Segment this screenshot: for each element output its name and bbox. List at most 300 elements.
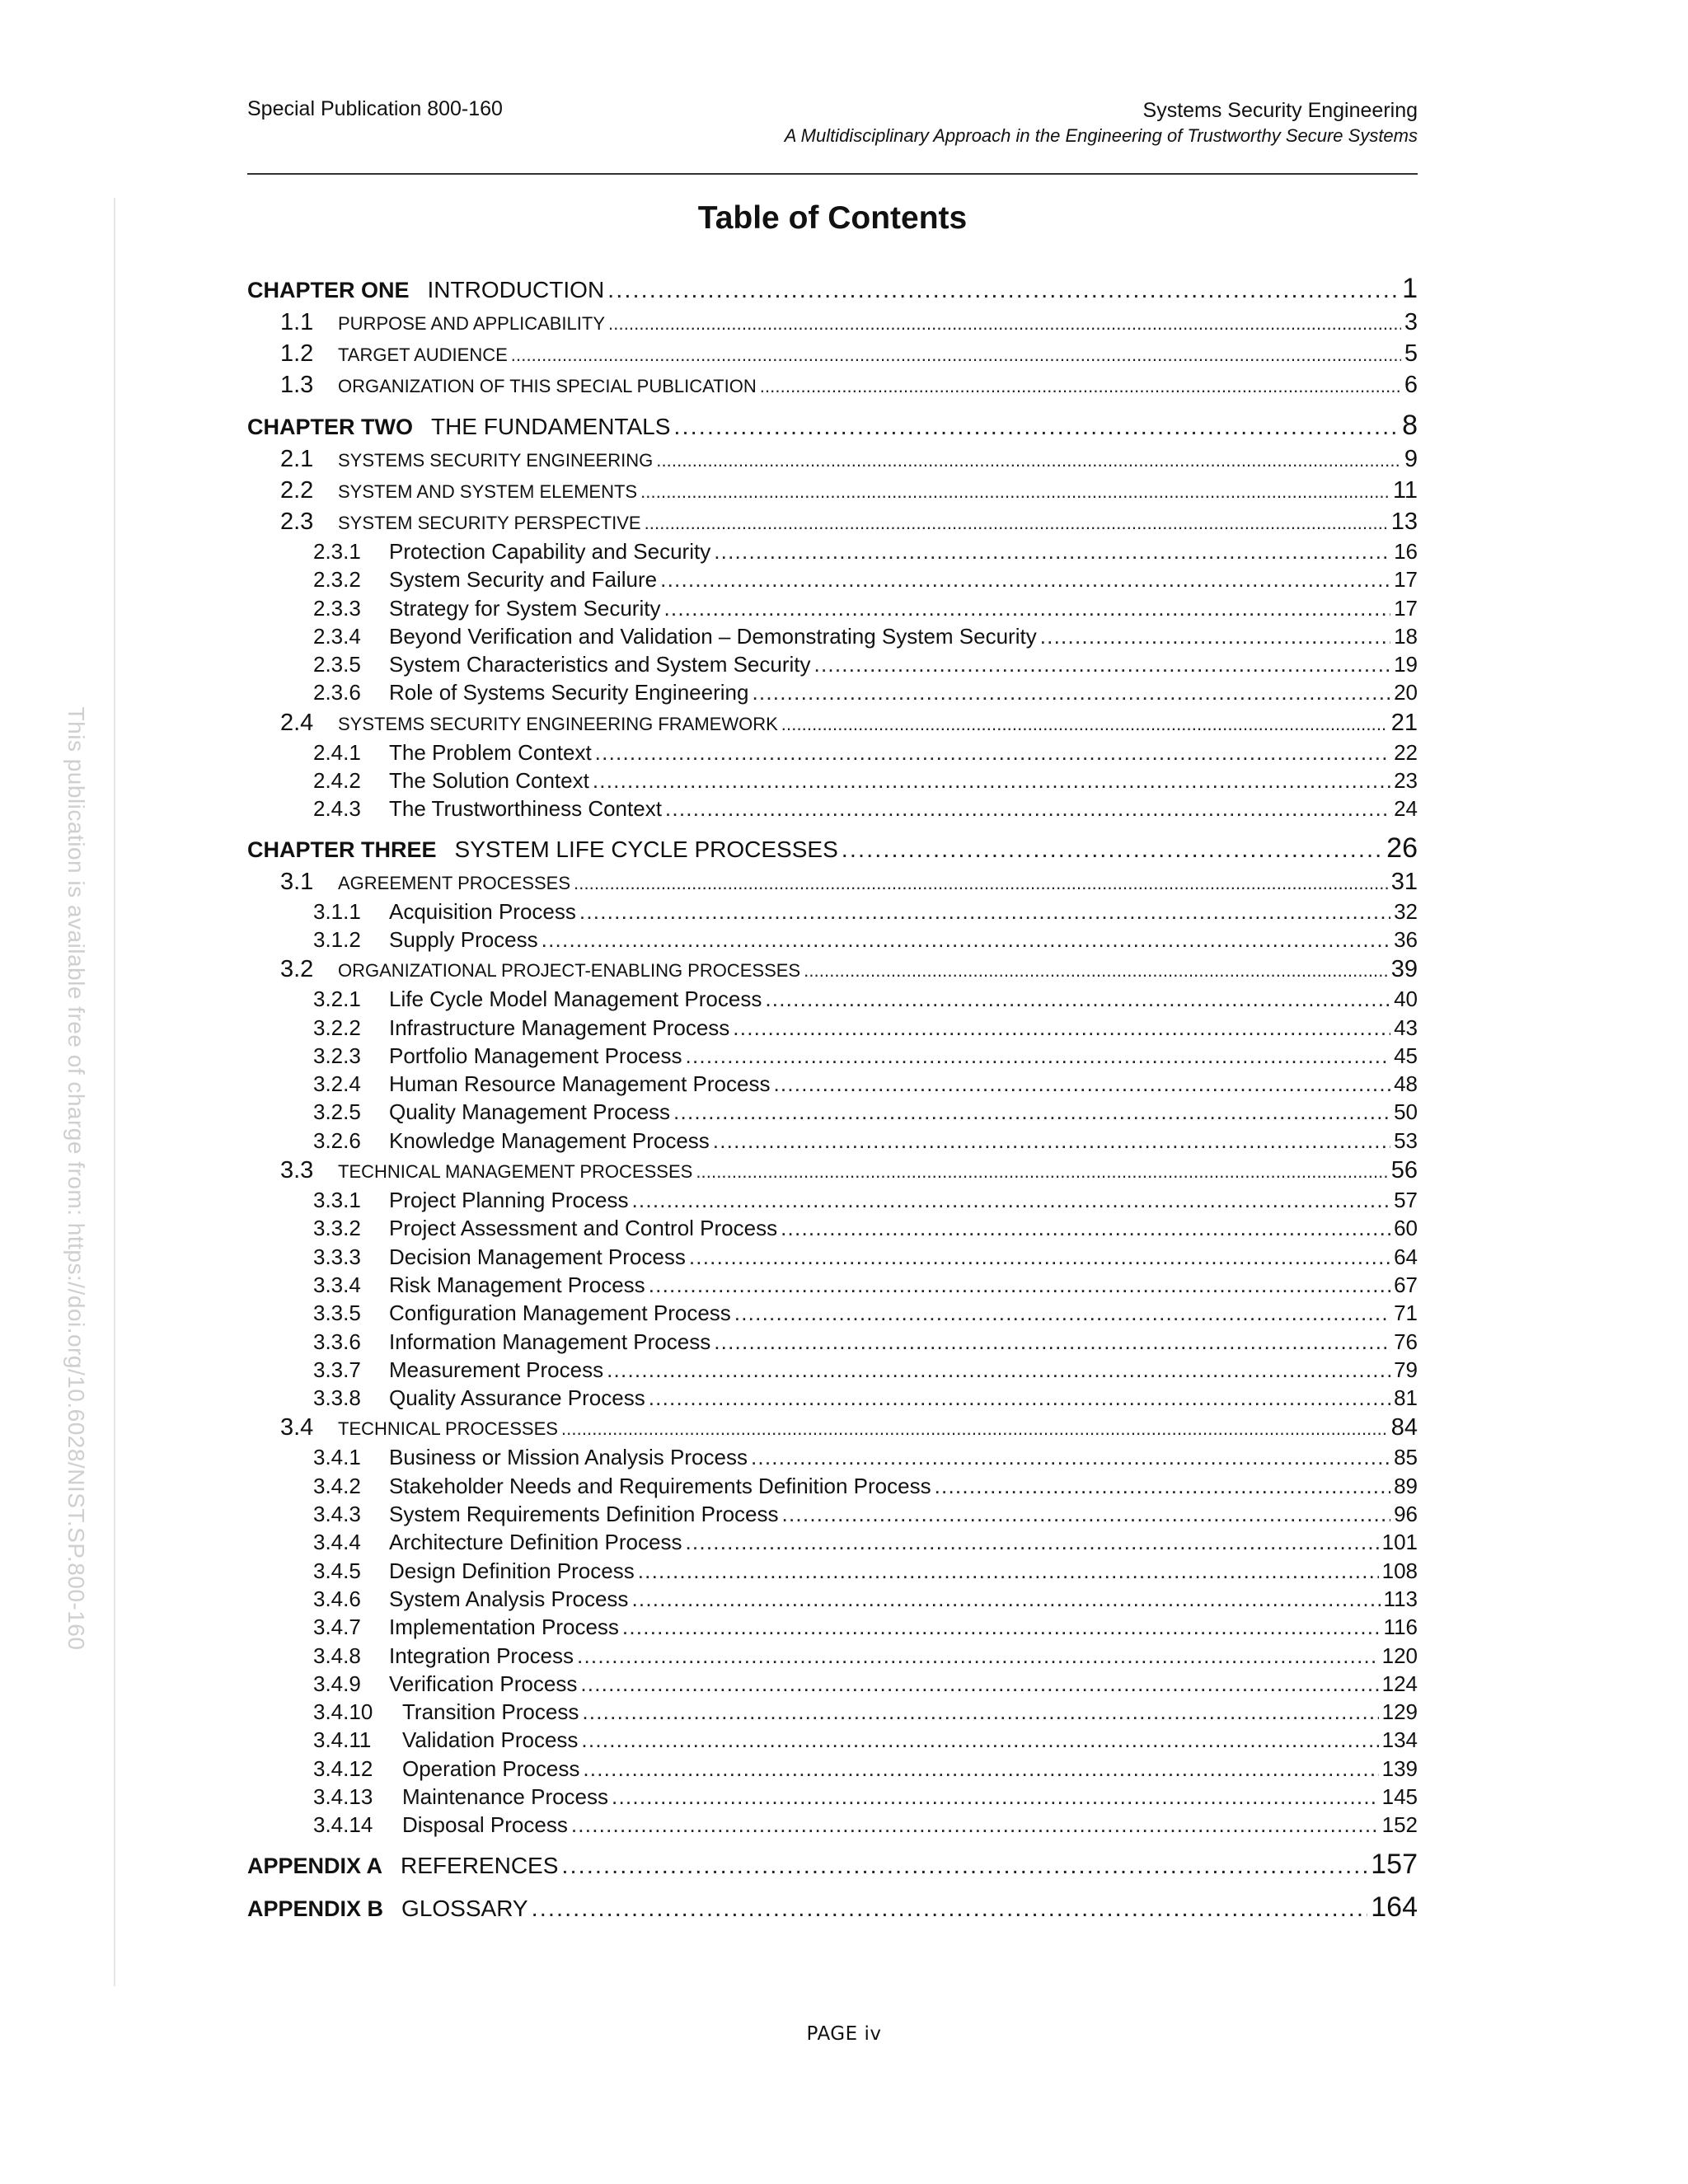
dot-leader bbox=[607, 1356, 1390, 1384]
header-subtitle: A Multidisciplinary Approach in the Engineering of Trustworthy Secure Systems bbox=[784, 125, 1418, 146]
section-number: 3.1.1 bbox=[313, 898, 361, 924]
toc-entry-section[interactable] bbox=[247, 506, 1418, 537]
dot-leader bbox=[665, 794, 1390, 823]
section-number: 3.4.10 bbox=[313, 1699, 373, 1725]
entry-title: SYSTEM SECURITY PERSPECTIVE bbox=[338, 513, 641, 533]
section-number: 2.4 bbox=[280, 709, 314, 736]
chapter-label: CHAPTER TWO bbox=[247, 415, 413, 439]
toc-entry-sub[interactable] bbox=[247, 1186, 1418, 1214]
entry-title: Risk Management Process bbox=[389, 1272, 645, 1297]
section-number: 3.2.1 bbox=[313, 987, 361, 1012]
chapter-label: CHAPTER THREE bbox=[247, 837, 437, 862]
toc-entry-sub[interactable] bbox=[247, 537, 1418, 565]
page-number-ref: 79 bbox=[1390, 1356, 1418, 1384]
entry-title: Maintenance Process bbox=[402, 1783, 609, 1809]
toc-entry-section[interactable] bbox=[247, 307, 1418, 338]
toc-entry-label bbox=[313, 565, 660, 593]
entry-title: ORGANIZATIONAL PROJECT-ENABLING PROCESSES bbox=[338, 960, 801, 982]
section-number: 3.4.8 bbox=[313, 1643, 361, 1668]
entry-title: Business or Mission Analysis Process bbox=[389, 1445, 748, 1470]
toc-entry-section[interactable] bbox=[247, 1412, 1418, 1443]
page-number-ref: 116 bbox=[1381, 1613, 1418, 1641]
toc-entry-label bbox=[313, 1783, 612, 1811]
toc-entry-label bbox=[313, 1500, 782, 1528]
dot-leader bbox=[582, 1698, 1378, 1726]
toc-entry-section[interactable] bbox=[247, 707, 1418, 738]
dot-leader bbox=[673, 1098, 1390, 1126]
toc-entry-sub[interactable] bbox=[247, 1500, 1418, 1528]
toc-entry-label bbox=[313, 794, 665, 823]
toc-entry-label bbox=[313, 1670, 580, 1698]
toc-entry-chapter[interactable] bbox=[247, 407, 1418, 443]
section-number: 3.4 bbox=[280, 1414, 314, 1441]
page-number-ref: 39 bbox=[1388, 954, 1418, 985]
page-number-ref: 157 bbox=[1367, 1846, 1418, 1882]
dot-leader bbox=[638, 1557, 1379, 1585]
section-number: 3.3.1 bbox=[313, 1188, 361, 1213]
dot-leader bbox=[631, 1186, 1390, 1214]
section-number: 3.3.8 bbox=[313, 1385, 361, 1411]
page-number-ref: 145 bbox=[1379, 1783, 1418, 1811]
toc-entry-label bbox=[313, 1698, 582, 1726]
dot-leader bbox=[713, 1127, 1390, 1155]
toc-entry-section[interactable] bbox=[247, 369, 1418, 401]
toc-entry-label bbox=[247, 832, 842, 866]
entry-title: Operation Process bbox=[402, 1755, 580, 1781]
toc-entry-label bbox=[313, 1528, 685, 1556]
toc-entry-label bbox=[280, 707, 781, 738]
dot-leader bbox=[542, 926, 1390, 954]
section-number: 3.1 bbox=[280, 868, 314, 895]
section-number: 3.2 bbox=[280, 956, 314, 983]
page-number-ref: 17 bbox=[1390, 565, 1418, 593]
header-divider bbox=[247, 173, 1418, 175]
section-number: 3.4.9 bbox=[313, 1671, 361, 1696]
entry-title: REFERENCES bbox=[401, 1852, 559, 1878]
entry-title: TECHNICAL MANAGEMENT PROCESSES bbox=[338, 1161, 693, 1183]
dot-leader bbox=[640, 476, 1390, 506]
section-number: 3.3.3 bbox=[313, 1244, 361, 1269]
entry-title: TARGET AUDIENCE bbox=[338, 344, 508, 365]
toc-entry-label bbox=[313, 1127, 713, 1155]
page-number-ref: 31 bbox=[1388, 866, 1418, 898]
toc-entry-label bbox=[313, 594, 663, 622]
dot-leader bbox=[782, 1500, 1391, 1528]
toc-entry-label bbox=[313, 1613, 622, 1641]
toc-heading: Table of Contents bbox=[697, 200, 968, 236]
page-number-ref: 11 bbox=[1390, 475, 1418, 506]
section-number: 2.3.6 bbox=[313, 680, 361, 705]
entry-title: SYSTEM LIFE CYCLE PROCESSES bbox=[454, 836, 838, 862]
toc-entry-sub[interactable] bbox=[247, 1783, 1418, 1811]
entry-title: Disposal Process bbox=[402, 1812, 568, 1838]
page-number-ref: 6 bbox=[1401, 369, 1418, 401]
page-number-ref: 22 bbox=[1390, 738, 1418, 766]
toc-entry-chapter[interactable] bbox=[247, 1846, 1418, 1882]
toc-entry-label bbox=[280, 369, 760, 401]
margin-divider bbox=[114, 198, 115, 1986]
entry-title: Decision Management Process bbox=[389, 1244, 686, 1269]
entry-title: ORGANIZATION OF THIS SPECIAL PUBLICATION bbox=[338, 376, 757, 396]
entry-title: Stakeholder Needs and Requirements Definition Process bbox=[389, 1473, 931, 1498]
dot-leader bbox=[656, 445, 1401, 475]
dot-leader bbox=[631, 1585, 1380, 1613]
toc-entry-sub[interactable] bbox=[247, 1670, 1418, 1698]
entry-title: SYSTEMS SECURITY ENGINEERING bbox=[338, 450, 654, 471]
toc-entry-label bbox=[313, 1557, 638, 1585]
toc-entry-label bbox=[313, 738, 595, 766]
toc-entry-sub[interactable] bbox=[247, 1811, 1418, 1839]
dot-leader bbox=[595, 738, 1390, 766]
page-number-ref: 89 bbox=[1390, 1472, 1418, 1500]
section-number: 3.4.11 bbox=[313, 1727, 372, 1753]
toc-entry-sub[interactable] bbox=[247, 766, 1418, 794]
toc-entry-label bbox=[313, 1811, 571, 1839]
entry-title: Quality Assurance Process bbox=[389, 1385, 645, 1411]
toc-entry-sub[interactable] bbox=[247, 1585, 1418, 1613]
page-number-ref: 20 bbox=[1390, 678, 1418, 706]
dot-leader bbox=[577, 1642, 1379, 1670]
entry-title: Life Cycle Model Management Process bbox=[389, 987, 762, 1012]
toc-entry-sub[interactable] bbox=[247, 1299, 1418, 1327]
header-title-block bbox=[785, 97, 1418, 148]
section-number: 3.4.13 bbox=[313, 1783, 373, 1809]
section-number: 3.2.3 bbox=[313, 1043, 361, 1068]
entry-title: Configuration Management Process bbox=[389, 1301, 731, 1326]
entry-title: Measurement Process bbox=[389, 1357, 604, 1382]
page-number-ref: 36 bbox=[1390, 926, 1418, 954]
toc-entry-label bbox=[313, 1186, 631, 1214]
dot-leader bbox=[532, 1891, 1368, 1925]
toc-entry-sub[interactable] bbox=[247, 898, 1418, 926]
page-number-ref: 152 bbox=[1379, 1811, 1418, 1839]
section-number: 2.4.1 bbox=[313, 739, 361, 765]
toc-entry-label bbox=[247, 1848, 561, 1882]
entry-title: SYSTEMS SECURITY ENGINEERING FRAMEWORK bbox=[338, 713, 778, 734]
toc-entry-label bbox=[280, 954, 804, 985]
section-number: 2.3 bbox=[280, 509, 314, 535]
entry-title: Project Assessment and Control Process bbox=[389, 1216, 778, 1241]
toc-entry-chapter[interactable] bbox=[247, 830, 1418, 866]
section-number: 3.4.3 bbox=[313, 1502, 361, 1527]
chapter-label: CHAPTER ONE bbox=[247, 278, 410, 302]
toc-entry-label bbox=[313, 898, 579, 926]
toc-entry-sub[interactable] bbox=[247, 1070, 1418, 1098]
toc-entry-sub[interactable] bbox=[247, 1127, 1418, 1155]
toc-entry-label bbox=[313, 1755, 583, 1783]
toc-entry-label bbox=[280, 1412, 561, 1443]
section-number: 2.4.3 bbox=[313, 796, 361, 822]
toc-entry-sub[interactable] bbox=[247, 1472, 1418, 1500]
section-number: 1.3 bbox=[280, 372, 314, 398]
dot-leader bbox=[561, 1848, 1367, 1882]
page-number-ref: 124 bbox=[1379, 1670, 1418, 1698]
dot-leader bbox=[579, 898, 1390, 926]
toc-entry-label bbox=[313, 1042, 686, 1070]
entry-title: Implementation Process bbox=[389, 1615, 619, 1640]
dot-leader bbox=[734, 1299, 1390, 1327]
page-number-ref: 113 bbox=[1381, 1585, 1418, 1613]
toc-entry-label bbox=[313, 1098, 673, 1126]
entry-title: SYSTEM AND SYSTEM ELEMENTS bbox=[338, 481, 638, 502]
dot-leader bbox=[686, 1042, 1391, 1070]
dot-leader bbox=[645, 508, 1388, 537]
toc-entry-sub[interactable] bbox=[247, 650, 1418, 678]
section-number: 3.3 bbox=[280, 1157, 314, 1184]
toc-entry-label bbox=[280, 443, 656, 475]
entry-title: Information Management Process bbox=[389, 1329, 711, 1354]
toc-entry-label bbox=[280, 506, 645, 537]
page-number-ref: 60 bbox=[1390, 1214, 1418, 1242]
toc-entry-label bbox=[280, 475, 640, 506]
dot-leader bbox=[760, 371, 1401, 401]
section-number: 2.2 bbox=[280, 477, 314, 504]
header-publication-id: Special Publication 800-160 bbox=[247, 97, 503, 120]
page-number-ref: 76 bbox=[1390, 1328, 1418, 1356]
page-number-ref: 1 bbox=[1399, 270, 1418, 307]
dot-leader bbox=[574, 868, 1388, 898]
section-number: 3.2.2 bbox=[313, 1015, 361, 1040]
toc-entry-label bbox=[280, 1155, 696, 1186]
entry-title: System Security and Failure bbox=[389, 567, 658, 593]
page-number-ref: 129 bbox=[1379, 1698, 1418, 1726]
toc-entry-chapter[interactable] bbox=[247, 270, 1418, 307]
toc-entry-label bbox=[313, 1243, 689, 1271]
page-number-ref: 3 bbox=[1401, 307, 1418, 338]
dot-leader bbox=[660, 565, 1390, 593]
page-number-ref: 8 bbox=[1399, 407, 1418, 443]
page-number-ref: 19 bbox=[1390, 650, 1418, 678]
toc-entry-sub[interactable] bbox=[247, 1042, 1418, 1070]
toc-entry-label bbox=[313, 985, 765, 1013]
entry-title: The Problem Context bbox=[389, 739, 592, 765]
page-number-ref: 5 bbox=[1401, 338, 1418, 369]
toc-entry-sub[interactable] bbox=[247, 926, 1418, 954]
page-number-ref: 81 bbox=[1390, 1384, 1418, 1412]
toc-entry-label bbox=[313, 766, 593, 794]
toc-entry-sub[interactable] bbox=[247, 1557, 1418, 1585]
page-number-ref: 24 bbox=[1390, 794, 1418, 823]
toc-entry-label bbox=[247, 1891, 532, 1925]
toc-entry-sub[interactable] bbox=[247, 1271, 1418, 1299]
entry-title: System Requirements Definition Process bbox=[389, 1502, 779, 1527]
toc-entry-sub[interactable] bbox=[247, 1014, 1418, 1042]
section-number: 3.3.6 bbox=[313, 1329, 361, 1354]
toc-entry-section[interactable] bbox=[247, 866, 1418, 898]
section-number: 2.3.3 bbox=[313, 595, 361, 621]
page-number-ref: 67 bbox=[1390, 1271, 1418, 1299]
dot-leader bbox=[689, 1243, 1390, 1271]
dot-leader bbox=[804, 955, 1388, 985]
page-number-ref: 45 bbox=[1390, 1042, 1418, 1070]
entry-title: Infrastructure Management Process bbox=[389, 1015, 730, 1040]
toc-entry-sub[interactable] bbox=[247, 594, 1418, 622]
toc-entry-sub[interactable] bbox=[247, 1328, 1418, 1356]
toc-entry-label bbox=[313, 1384, 649, 1412]
toc-entry-section[interactable] bbox=[247, 1155, 1418, 1186]
toc-entry-sub[interactable] bbox=[247, 1613, 1418, 1641]
entry-title: Beyond Verification and Validation – Demonstrating System Security bbox=[389, 623, 1037, 649]
section-number: 3.4.14 bbox=[313, 1812, 373, 1838]
header-title: Systems Security Engineering bbox=[1142, 99, 1418, 122]
toc-entry-sub[interactable] bbox=[247, 1443, 1418, 1471]
toc-entry-sub[interactable] bbox=[247, 1384, 1418, 1412]
entry-title: Quality Management Process bbox=[389, 1099, 671, 1125]
entry-title: THE FUNDAMENTALS bbox=[430, 414, 671, 439]
toc-entry-sub[interactable] bbox=[247, 1214, 1418, 1242]
entry-title: Role of Systems Security Engineering bbox=[389, 680, 749, 705]
dot-leader bbox=[663, 594, 1390, 622]
entry-title: PURPOSE AND APPLICABILITY bbox=[338, 313, 606, 334]
section-number: 1.2 bbox=[280, 340, 314, 367]
toc-entry-label bbox=[313, 1070, 773, 1098]
toc-entry-sub[interactable] bbox=[247, 794, 1418, 823]
dot-leader bbox=[814, 650, 1391, 678]
page-number-ref: 32 bbox=[1390, 898, 1418, 926]
dot-leader bbox=[1040, 622, 1390, 650]
dot-leader bbox=[593, 766, 1390, 794]
dot-leader bbox=[580, 1670, 1378, 1698]
dot-leader bbox=[583, 1755, 1378, 1783]
dot-leader bbox=[714, 1328, 1390, 1356]
entry-title: Transition Process bbox=[402, 1699, 579, 1725]
toc-entry-label bbox=[313, 1299, 734, 1327]
toc-entry-label bbox=[313, 678, 752, 706]
toc-entry-label bbox=[280, 866, 574, 898]
dot-leader bbox=[612, 1783, 1379, 1811]
section-number: 3.1.2 bbox=[313, 926, 361, 952]
dot-leader bbox=[673, 409, 1399, 443]
section-number: 3.3.2 bbox=[313, 1216, 361, 1241]
page-number-ref: 56 bbox=[1388, 1155, 1418, 1186]
toc-entry-label bbox=[313, 650, 814, 678]
page-number-ref: 18 bbox=[1390, 622, 1418, 650]
toc-entry-label bbox=[247, 409, 673, 443]
toc-entry-sub[interactable] bbox=[247, 985, 1418, 1013]
dot-leader bbox=[781, 1214, 1390, 1242]
section-number: 3.2.4 bbox=[313, 1071, 361, 1097]
page-number-ref: 139 bbox=[1379, 1755, 1418, 1783]
toc-entry-label bbox=[280, 338, 511, 369]
page-number: PAGE iv bbox=[806, 2023, 882, 2045]
chapter-label: APPENDIX A bbox=[247, 1853, 383, 1878]
dot-leader bbox=[622, 1613, 1381, 1641]
toc-entry-chapter[interactable] bbox=[247, 1889, 1418, 1925]
dot-leader bbox=[714, 537, 1390, 565]
dot-leader bbox=[696, 1156, 1387, 1186]
toc-entry-label bbox=[313, 1642, 577, 1670]
availability-watermark: This publication is available free of charge from: https://doi.org/10.6028/NIST.SP.800-160 bbox=[63, 706, 89, 1651]
toc-entry-sub[interactable] bbox=[247, 1698, 1418, 1726]
page-number-ref: 85 bbox=[1390, 1443, 1418, 1471]
dot-leader bbox=[511, 340, 1401, 369]
toc-entry-sub[interactable] bbox=[247, 1642, 1418, 1670]
page-number-ref: 134 bbox=[1379, 1726, 1418, 1754]
page-number-ref: 101 bbox=[1379, 1528, 1418, 1556]
entry-title: System Characteristics and System Security bbox=[389, 652, 811, 677]
toc-entry-sub[interactable] bbox=[247, 622, 1418, 650]
section-number: 2.3.2 bbox=[313, 567, 361, 593]
section-number: 3.3.5 bbox=[313, 1301, 361, 1326]
dot-leader bbox=[935, 1472, 1390, 1500]
toc-entry-sub[interactable] bbox=[247, 1726, 1418, 1754]
toc-entry-label bbox=[313, 1328, 714, 1356]
toc-entry-label bbox=[313, 1585, 631, 1613]
page-number-ref: 50 bbox=[1390, 1098, 1418, 1126]
section-number: 3.4.4 bbox=[313, 1530, 361, 1555]
entry-title: The Trustworthiness Context bbox=[389, 796, 662, 822]
entry-title: The Solution Context bbox=[389, 768, 589, 794]
toc-entry-section[interactable] bbox=[247, 443, 1418, 475]
toc-entry-sub[interactable] bbox=[247, 565, 1418, 593]
toc-entry-label bbox=[313, 1472, 935, 1500]
entry-title: Knowledge Management Process bbox=[389, 1127, 710, 1153]
toc-entry-label bbox=[247, 272, 607, 307]
dot-leader bbox=[733, 1014, 1390, 1042]
toc-entry-sub[interactable] bbox=[247, 1356, 1418, 1384]
dot-leader bbox=[685, 1528, 1378, 1556]
toc-entry-label bbox=[313, 1014, 733, 1042]
toc-entry-sub[interactable] bbox=[247, 678, 1418, 706]
section-number: 3.4.5 bbox=[313, 1558, 361, 1583]
toc-entry-section[interactable] bbox=[247, 954, 1418, 985]
page-number-ref: 84 bbox=[1388, 1412, 1418, 1443]
toc-entry-section[interactable] bbox=[247, 338, 1418, 369]
section-number: 2.4.2 bbox=[313, 768, 361, 794]
toc-entry-sub[interactable] bbox=[247, 1243, 1418, 1271]
page-number-ref: 21 bbox=[1388, 707, 1418, 738]
section-number: 3.2.6 bbox=[313, 1127, 361, 1153]
entry-title: INTRODUCTION bbox=[427, 277, 605, 302]
entry-title: Human Resource Management Process bbox=[389, 1071, 771, 1097]
entry-title: Strategy for System Security bbox=[389, 595, 661, 621]
dot-leader bbox=[649, 1271, 1390, 1299]
dot-leader bbox=[773, 1070, 1390, 1098]
toc-entry-sub[interactable] bbox=[247, 1098, 1418, 1126]
section-number: 2.1 bbox=[280, 446, 314, 472]
dot-leader bbox=[608, 308, 1401, 338]
entry-title: Supply Process bbox=[389, 926, 538, 952]
page-number-ref: 13 bbox=[1388, 506, 1418, 537]
entry-title: AGREEMENT PROCESSES bbox=[338, 872, 570, 893]
dot-leader bbox=[561, 1413, 1388, 1443]
toc-entry-label bbox=[313, 1214, 781, 1242]
entry-title: Architecture Definition Process bbox=[389, 1530, 682, 1555]
page-number-ref: 43 bbox=[1390, 1014, 1418, 1042]
dot-leader bbox=[607, 272, 1399, 307]
page-number-ref: 53 bbox=[1390, 1127, 1418, 1155]
toc-entry-label bbox=[313, 1356, 607, 1384]
section-number: 3.4.1 bbox=[313, 1445, 361, 1470]
section-number: 2.3.1 bbox=[313, 539, 361, 564]
page-number-ref: 64 bbox=[1390, 1243, 1418, 1271]
entry-title: Protection Capability and Security bbox=[389, 539, 711, 564]
entry-title: Validation Process bbox=[402, 1727, 579, 1753]
page-number-ref: 71 bbox=[1390, 1299, 1418, 1327]
section-number: 3.2.5 bbox=[313, 1099, 361, 1125]
toc-entry-label bbox=[313, 1443, 751, 1471]
toc-entry-sub[interactable] bbox=[247, 1528, 1418, 1556]
toc-entry-section[interactable] bbox=[247, 475, 1418, 506]
table-of-contents bbox=[247, 264, 1418, 1925]
page-number-ref: 23 bbox=[1390, 766, 1418, 794]
dot-leader bbox=[842, 832, 1383, 866]
toc-entry-sub[interactable] bbox=[247, 738, 1418, 766]
toc-entry-sub[interactable] bbox=[247, 1755, 1418, 1783]
page-number-ref: 164 bbox=[1367, 1889, 1418, 1925]
page-number-ref: 96 bbox=[1390, 1500, 1418, 1528]
dot-leader bbox=[752, 678, 1390, 706]
